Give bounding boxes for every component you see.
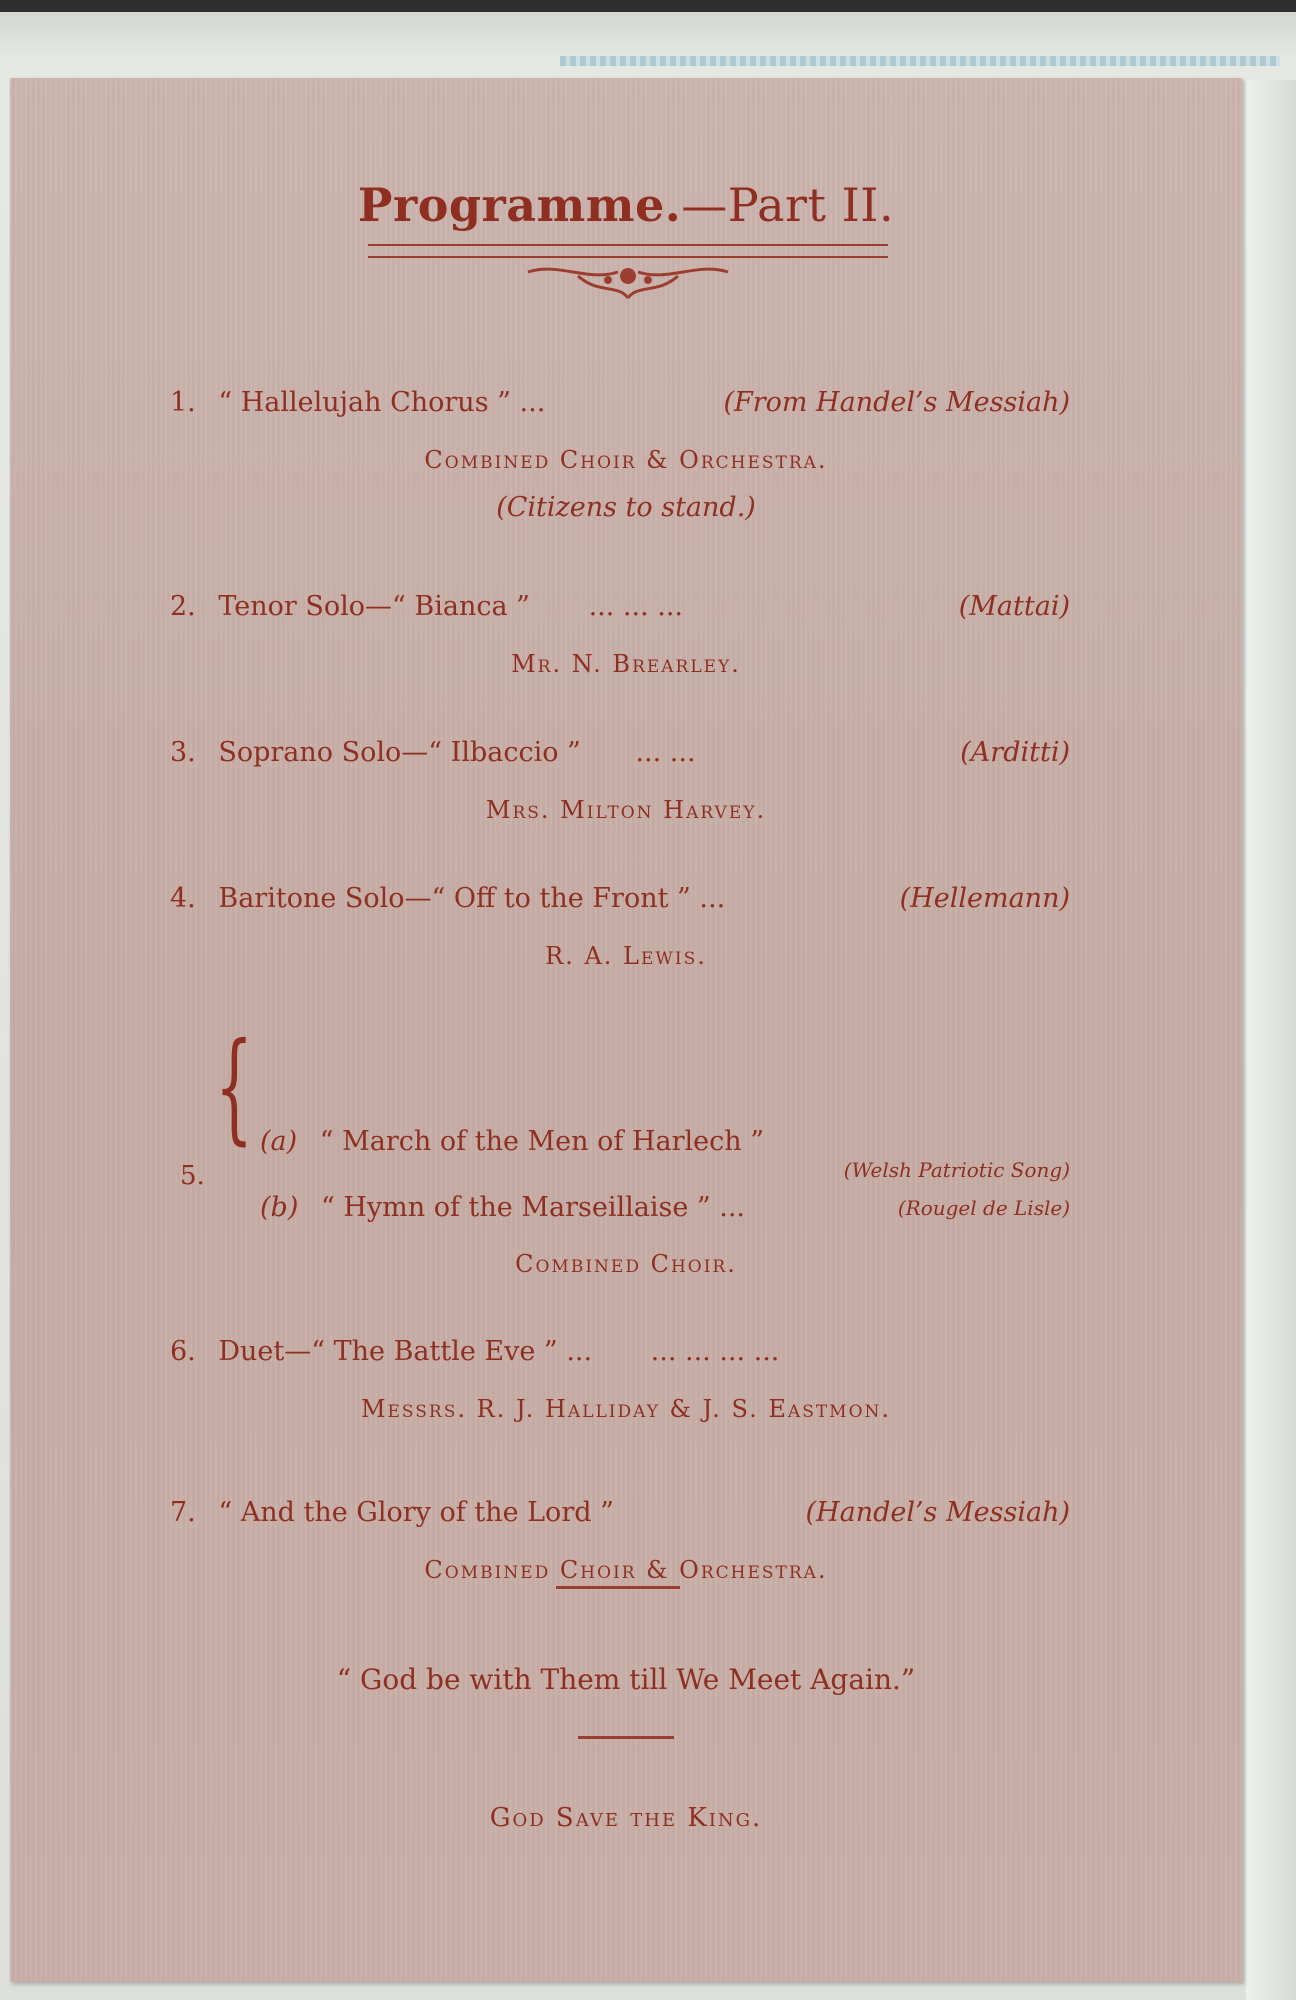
item-4-performer: R. A. Lewis.	[545, 942, 707, 970]
item-5-performer: Combined Choir.	[515, 1250, 737, 1278]
item-5b-label: (b)	[260, 1192, 299, 1223]
item-title: Tenor Solo—“ Bianca ”	[218, 591, 530, 622]
item-7-performer: Combined Choir & Orchestra.	[424, 1556, 828, 1584]
flourish-ornament-icon	[518, 254, 738, 304]
item-title: Duet—“ The Battle Eve ” ...	[218, 1336, 593, 1367]
item-number: 2.	[170, 591, 196, 622]
item-source: (Handel’s Messiah)	[805, 1497, 1070, 1528]
item-title: “ Hallelujah Chorus ” ...	[218, 387, 546, 418]
item-1-note: (Citizens to stand.)	[496, 492, 756, 523]
programme-heading	[10, 178, 1242, 232]
item-5-brace: {	[215, 1018, 254, 1157]
programme-card	[10, 78, 1242, 1982]
item-title: “ And the Glory of the Lord ”	[218, 1497, 614, 1528]
item-title: Baritone Solo—“ Off to the Front ” ...	[218, 883, 726, 914]
item-leader-dots: ... ...	[635, 737, 696, 768]
item-source: (Hellemann)	[899, 883, 1070, 914]
item-number: 6.	[170, 1336, 196, 1367]
closing-rule-1	[556, 1586, 680, 1589]
programme-item-6	[170, 1332, 1070, 1372]
closing-anthem: God Save the King.	[489, 1803, 763, 1833]
item-number: 7.	[170, 1497, 196, 1528]
item-2-performer: Mr. N. Brearley.	[511, 650, 741, 678]
programme-item-4	[170, 879, 1070, 919]
programme-item-7	[170, 1493, 1070, 1533]
item-number: 1.	[170, 387, 196, 418]
item-5b-title: “ Hymn of the Marseillaise ” ...	[320, 1192, 746, 1223]
item-5a-title: “ March of the Men of Harlech ”	[319, 1126, 765, 1157]
closing-hymn: “ God be with Them till We Meet Again.”	[336, 1663, 916, 1696]
programme-item-1	[170, 383, 1070, 423]
item-5a-label: (a)	[260, 1126, 298, 1157]
item-5a-source: (Welsh Patriotic Song)	[843, 1158, 1070, 1182]
item-5a-line	[260, 1122, 1070, 1162]
item-source: (From Handel’s Messiah)	[723, 387, 1070, 418]
item-1-performer: Combined Choir & Orchestra.	[424, 446, 828, 474]
item-6-performer: Messrs. R. J. Halliday & J. S. Eastmon.	[360, 1395, 892, 1423]
item-number: 3.	[170, 737, 196, 768]
item-5b-line	[260, 1188, 1070, 1228]
programme-item-2	[170, 587, 1070, 627]
top-edge-strip	[0, 0, 1296, 12]
item-source: (Mattai)	[958, 591, 1070, 622]
item-source: (Arditti)	[960, 737, 1070, 768]
heading-part: —Part II.	[681, 178, 895, 232]
item-5b-source: (Rougel de Lisle)	[897, 1196, 1070, 1220]
item-leader-dots: ... ... ...	[588, 591, 683, 622]
item-number: 4.	[170, 883, 196, 914]
backing-blue-rule	[560, 56, 1280, 66]
item-leader-dots: ... ... ... ...	[650, 1336, 780, 1367]
heading-title: Programme.	[357, 178, 682, 232]
programme-item-3	[170, 733, 1070, 773]
item-3-performer: Mrs. Milton Harvey.	[485, 796, 767, 824]
item-5-number: 5.	[180, 1161, 205, 1191]
closing-rule-2	[578, 1736, 674, 1739]
backing-right-edge	[1246, 80, 1296, 2000]
item-title: Soprano Solo—“ Ilbaccio ”	[218, 737, 581, 768]
